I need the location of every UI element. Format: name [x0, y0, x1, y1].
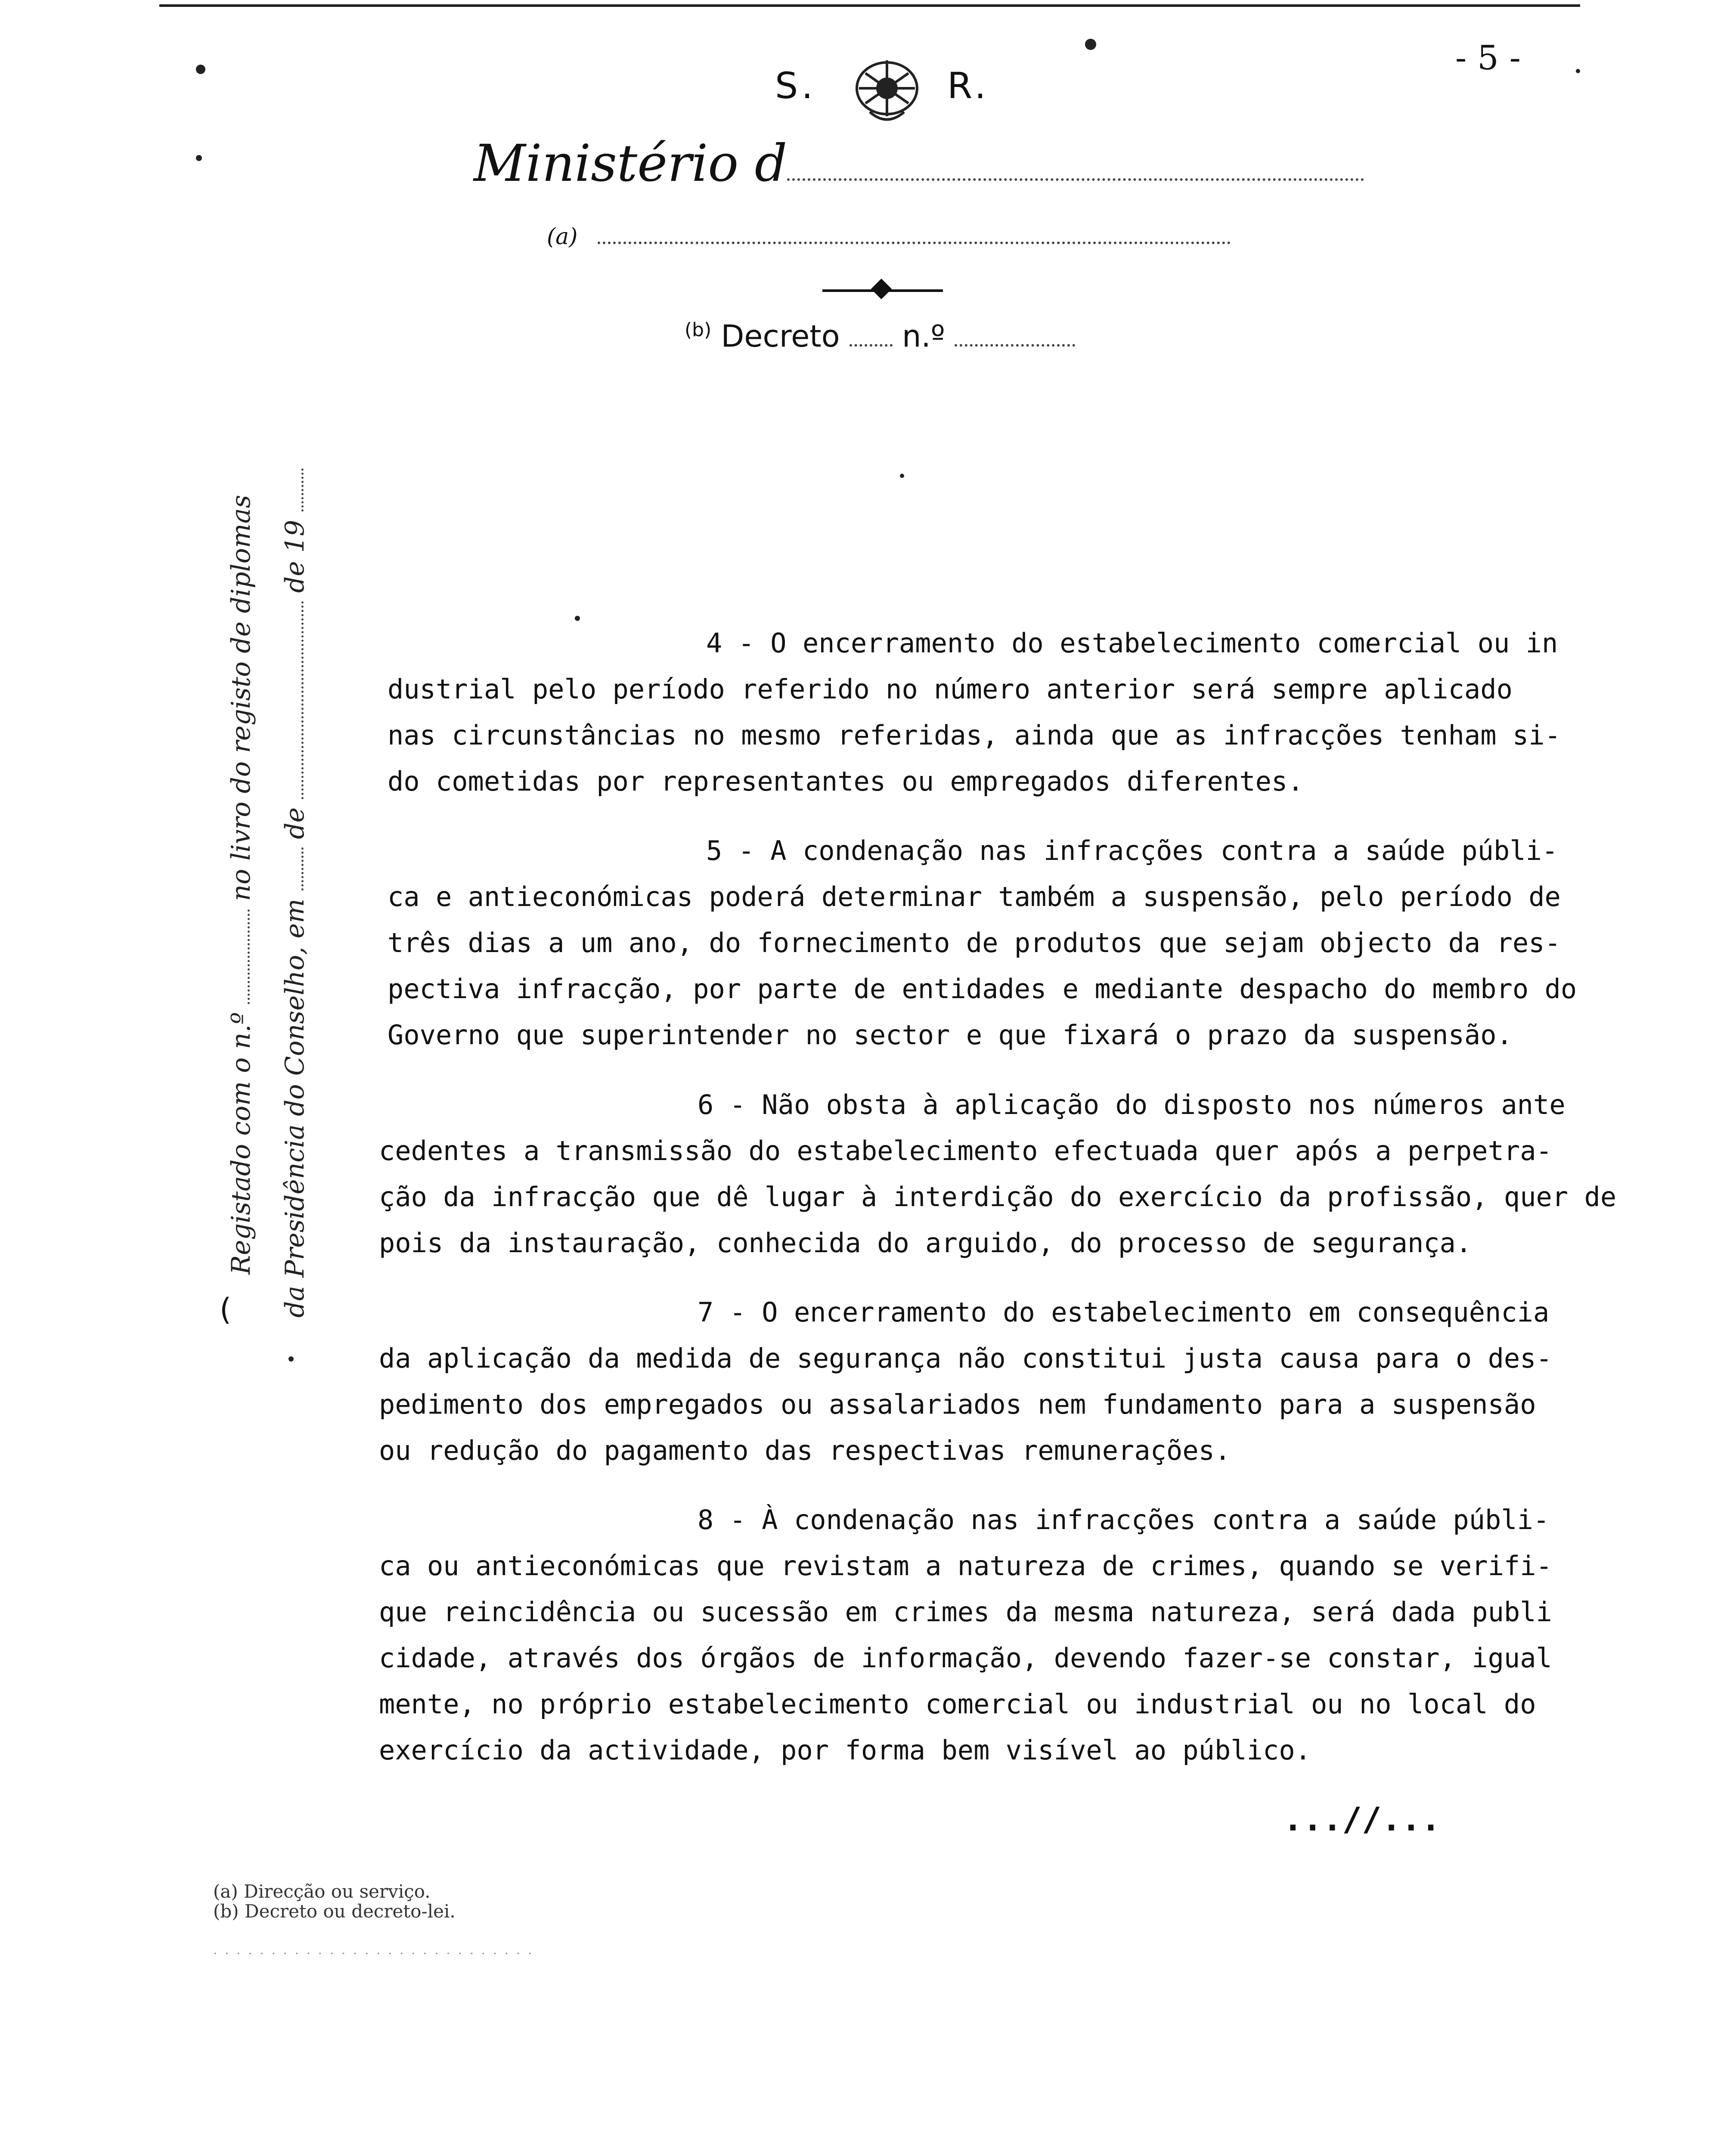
day-fill	[284, 847, 304, 890]
ministry-title	[474, 133, 1364, 193]
scan-speck	[900, 474, 904, 478]
line-a-marker: (a)	[547, 224, 578, 250]
separator-diamond-icon	[871, 279, 892, 299]
month-fill	[284, 601, 304, 799]
paragraph-line: 7 - O encerramento do estabelecimento em consequência	[698, 1297, 1550, 1328]
paragraph-line: ção da infracção que dê lugar à interdição do exercício da profissão, quer de	[379, 1181, 1617, 1213]
paragraph-line: 4 - O encerramento do estabelecimento comercial ou in	[706, 627, 1558, 659]
paragraph-line: ca e antieconómicas poderá determinar também a suspensão, pelo período de	[388, 881, 1561, 912]
scan-speck	[196, 65, 205, 74]
paragraph-line: da aplicação da medida de segurança não constitui justa causa para o des-	[379, 1343, 1552, 1374]
paragraph-line: mente, no próprio estabelecimento comercial ou industrial ou no local do	[379, 1688, 1536, 1720]
monogram-right: R.	[947, 65, 990, 107]
top-rule	[159, 4, 1580, 7]
continuation-mark: ...//...	[1283, 1800, 1441, 1838]
ministry-fill-line	[787, 178, 1364, 181]
footnote-b: (b) Decreto ou decreto-lei.	[213, 1901, 456, 1922]
paragraph-line: exercício da actividade, por forma bem visível ao público.	[379, 1734, 1311, 1766]
paragraph-line: pedimento dos empregados ou assalariados nem fundamento para a suspensão	[379, 1389, 1536, 1420]
registration-suffix: no livro do registo de diplomas	[226, 495, 256, 901]
decree-number-fill	[955, 344, 1075, 347]
decree-marker: (b)	[685, 319, 712, 341]
registration-note-line2	[280, 468, 310, 1318]
scan-speck	[1085, 39, 1096, 50]
registration-prefix: Registado com o n.º	[226, 1012, 256, 1275]
paragraph-5	[388, 828, 1577, 1058]
scan-speck	[288, 1356, 294, 1362]
registration-number-fill	[230, 909, 250, 1004]
paragraph-7	[379, 1289, 1552, 1474]
monogram-left: S.	[775, 65, 817, 107]
scan-speck	[1576, 69, 1580, 73]
directorate-line	[547, 224, 1231, 250]
paragraph-line: cedentes a transmissão do estabelecimento efectuada quer após a perpetra-	[379, 1135, 1552, 1166]
decree-label: Decreto	[721, 319, 840, 354]
paragraph-line: três dias a um ano, do fornecimento de produtos que sejam objecto da res-	[388, 927, 1561, 959]
presidency-mid: de	[280, 807, 310, 839]
page-number: - 5 -	[1455, 39, 1521, 78]
paragraph-line: que reincidência ou sucessão em crimes da mesma natureza, será dada publi	[379, 1596, 1552, 1628]
paragraph-line: ou redução do pagamento das respectivas remunerações.	[379, 1435, 1231, 1466]
paragraph-line: do cometidas por representantes ou empregados diferentes.	[388, 766, 1304, 797]
paragraph-line: Governo que superintender no sector e que fixará o prazo da suspensão.	[388, 1019, 1513, 1051]
ministry-label: Ministério d	[474, 133, 787, 193]
footnotes	[213, 1882, 456, 1921]
paragraph-line: ca ou antieconómicas que revistam a natureza de crimes, quando se verifi-	[379, 1550, 1552, 1582]
paragraph-line: pectiva infracção, por parte de entidades e mediante despacho do membro do	[388, 973, 1577, 1005]
registration-note-line1	[226, 495, 256, 1275]
paragraph-8	[379, 1497, 1552, 1773]
paragraph-line: 8 - À condenação nas infracções contra a saúde públi-	[698, 1504, 1550, 1536]
paragraph-line: 6 - Não obsta à aplicação do disposto nos números ante	[698, 1089, 1566, 1120]
paragraph-line: nas circunstâncias no mesmo referidas, ainda que as infracções tenham si-	[388, 720, 1561, 751]
presidency-suffix: de 19	[280, 520, 310, 593]
print-code-smudge: · · · · · · · · · · · · · · · · · · · · · · · · · · · ·	[213, 1946, 534, 1961]
decree-line	[685, 319, 1075, 354]
paragraph-4	[388, 620, 1561, 804]
republic-emblem-icon	[840, 47, 934, 129]
margin-bracket: (	[220, 1292, 232, 1327]
paragraph-line: pois da instauração, conhecida do arguido, do processo de segurança.	[379, 1227, 1472, 1259]
year-fill	[284, 468, 304, 512]
paragraph-line: cidade, através dos órgãos de informação, devendo fazer-se constar, igual	[379, 1642, 1552, 1674]
decree-type-fill	[849, 344, 893, 347]
paragraph-line: 5 - A condenação nas infracções contra a saúde públi-	[706, 835, 1558, 866]
directorate-fill-line	[598, 242, 1231, 244]
scan-speck	[575, 616, 580, 621]
presidency-prefix: da Presidência do Conselho, em	[280, 898, 310, 1318]
paragraph-6	[379, 1082, 1616, 1266]
decree-number-label: n.º	[902, 319, 945, 354]
footnote-a: (a) Direcção ou serviço.	[213, 1881, 431, 1902]
scan-speck	[196, 155, 202, 161]
paragraph-line: dustrial pelo período referido no número anterior será sempre aplicado	[388, 673, 1513, 705]
